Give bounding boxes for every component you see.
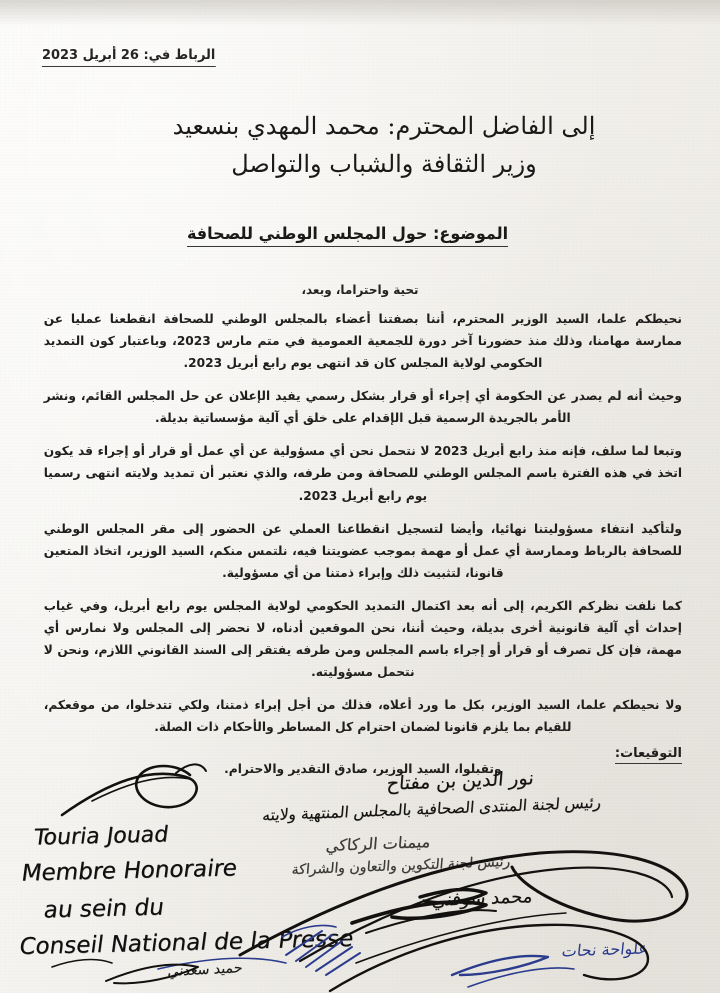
signature-name-6: حميد سعدني: [167, 960, 244, 980]
signature-title-2: رئيس لجنة التكوين والتعاون والشراكة: [291, 853, 512, 879]
letter-body: [34, 308, 682, 791]
body-paragraph: ولا نحيطكم علما، السيد الوزير، بكل ما ورد أعلاه، فذلك من أجل إبراء ذمتنا، ولكي تتدخلوا، من موقعكم، للقيام بما يلزم قانونا لضمان احترام كل المساطر والأحكام ذات الصلة.: [43, 697, 682, 735]
body-paragraph: وتبعا لما سلف، فإنه منذ رابع أبريل 2023 لا نتحمل نحن أي مسؤولية عن أي عمل أو قرار أو إجراء قد يكون اتخذ في هذه الفترة باسم المجلس الوطني للصحافة ومن طرفه، والذي نعتبر أن تمديد ولايته انتهى رسميا يوم رابع أبريل 2023.: [43, 443, 682, 503]
body-paragraph: كما نلفت نظركم الكريم، إلى أنه بعد اكتمال التمديد الحكومي لولاية المجلس يوم رابع أبريل، وفي غياب إحداث أي آلية قانونية أخرى بديلة، وحيث أننا، نحن الموقعين أدناه، لا نحضر إلى المجلس ولا نمارس أي مهمة، فإن كل تصرف أو قرار أو إجراء باسم المجلس ومن طرفه يفتقر إلى السند القانوني اللازم، ونحن لا نتحمل مسؤوليته.: [43, 597, 682, 680]
closing-line: وتقبلوا، السيد الوزير، صادق التقدير والاحترام.: [224, 761, 502, 777]
date-block: [42, 44, 223, 67]
body-paragraph: ولتأكيد انتفاء مسؤوليتنا نهائيا، وأيضا لتسجيل انقطاعنا العملي عن الحضور إلى مقر المجلس الوطني للصحافة بالرباط وممارسة أي عمل أو مهمة بموجب عضويتنا فيه، نلتمس منكم، السيد الوزير، اتخاذ المتعين قانونا، لتثبيت ذلك وإبراء ذمتنا من أي مسؤولية.: [43, 520, 682, 580]
signature-name-3: محمد سوفني: [430, 886, 534, 911]
signature-name-2: ميمنات الركاكي: [324, 832, 432, 855]
signature-title-1: رئيس لجنة المنتدى الصحافية بالمجلس المنتهية ولايته: [261, 793, 602, 825]
signatures-block: [615, 742, 682, 764]
addressee-block: [144, 108, 624, 183]
subject-line: الموضوع: حول المجلس الوطني للصحافة: [187, 224, 508, 247]
signature-name-5: علواحة نحات: [560, 938, 650, 961]
salutation: تحية واحتراما، وبعد،: [301, 282, 419, 297]
signatures-label: التوقيعات:: [615, 746, 682, 764]
signature-name-1: نور الدين بن مفتاح: [386, 767, 536, 795]
addressee-line-2: وزير الثقافة والشباب والتواصل: [231, 150, 537, 179]
signature-title-4-line-2: au sein du: [42, 894, 166, 924]
page-top-shadow: [0, 0, 720, 26]
date-line: الرباط في: 26 أبريل 2023: [42, 47, 215, 67]
signature-title-4-line-1: Membre Honoraire: [19, 855, 239, 887]
addressee-line-1: إلى الفاضل المحترم: محمد المهدي بنسعيد: [172, 112, 596, 140]
signature-name-4: Touria Jouad: [32, 822, 170, 851]
body-paragraph: نحيطكم علما، السيد الوزير المحترم، أننا بصفتنا أعضاء بالمجلس الوطني للصحافة انقطعنا عمليا عن ممارسة مهامنا، وذلك منذ حضورنا آخر دورة للجمعية العمومية في متم مارس 2023، وباعتبار كون التمديد الحكومي لولاية المجلس كان قد انتهى يوم رابع أبريل 2023.: [43, 311, 682, 371]
subject-block: [28, 224, 668, 247]
signature-title-4-line-3: Conseil National de la Presse: [17, 925, 355, 961]
body-paragraph: وحيث أنه لم يصدر عن الحكومة أي إجراء أو قرار بشكل رسمي يفيد الإعلان عن حل المجلس القائم، ونشر الأمر بالجريدة الرسمية قبل الإقدام على خلق أي آلية مؤسساتية بديلة.: [43, 388, 682, 426]
